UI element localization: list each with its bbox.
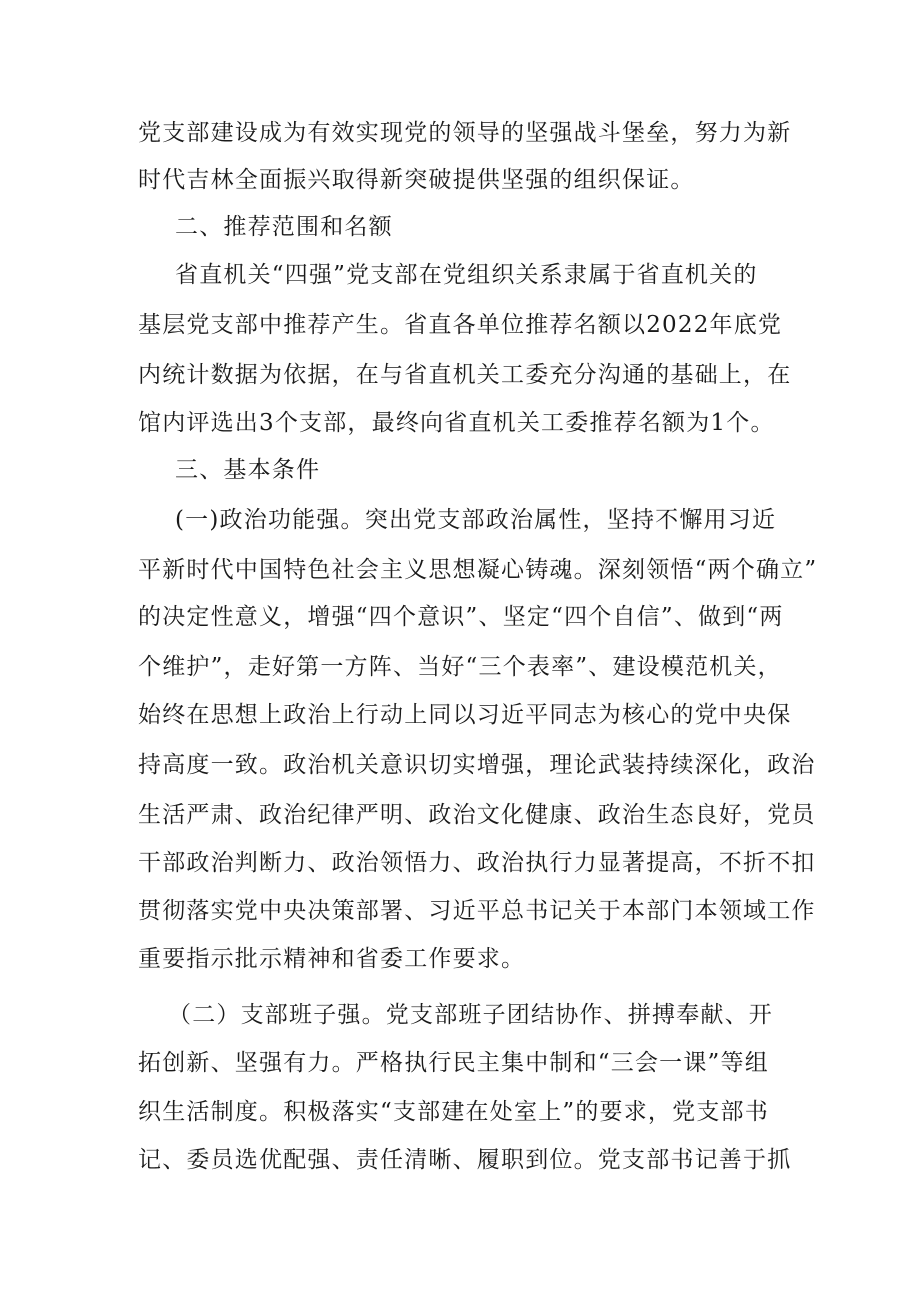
paragraph-line: 持高度一致。政治机关意识切实增强，理论武装持续深化，政治	[138, 752, 816, 778]
paragraph-line: 馆内评选出3个支部，最终向省直机关工委推荐名额为1个。	[138, 410, 775, 436]
paragraph-line: 个维护”，走好第一方阵、当好“三个表率”、建设模范机关，	[138, 654, 782, 680]
paragraph-line: （二）支部班子强。党支部班子团结协作、拼搏奉献、开	[168, 1002, 773, 1028]
paragraph-line: 干部政治判断力、政治领悟力、政治执行力显著提高，不折不扣	[138, 850, 816, 876]
section-heading: 二、推荐范围和名额	[175, 214, 393, 240]
paragraph-line: 基层党支部中推荐产生。省直各单位推荐名额以2022年底党	[138, 312, 783, 338]
paragraph-line: 拓创新、坚强有力。严格执行民主集中制和“三会一课”等组	[138, 1050, 769, 1076]
paragraph-line: 重要指示批示精神和省委工作要求。	[138, 946, 526, 972]
paragraph-line: 平新时代中国特色社会主义思想凝心铸魂。深刻领悟“两个确立”	[138, 557, 818, 583]
paragraph-line: (一)政治功能强。突出党支部政治属性，坚持不懈用习近	[175, 507, 777, 533]
paragraph-line: 始终在思想上政治上行动上同以习近平同志为核心的党中央保	[138, 702, 792, 728]
paragraph-line: 记、委员选优配强、责任清晰、履职到位。党支部书记善于抓	[138, 1147, 792, 1173]
paragraph-line: 党支部建设成为有效实现党的领导的坚强战斗堡垒，努力为新	[138, 120, 792, 146]
section-heading: 三、基本条件	[175, 457, 321, 483]
paragraph-line: 内统计数据为依据，在与省直机关工委充分沟通的基础上，在	[138, 362, 792, 388]
paragraph-line: 生活严肃、政治纪律严明、政治文化健康、政治生态良好，党员	[138, 802, 816, 828]
paragraph-line: 的决定性意义，增强“四个意识”、坚定“四个自信”、做到“两	[138, 604, 784, 630]
paragraph-line: 时代吉林全面振兴取得新突破提供坚强的组织保证。	[138, 167, 695, 193]
paragraph-line: 省直机关“四强”党支部在党组织关系隶属于省直机关的	[175, 262, 758, 288]
paragraph-line: 贯彻落实党中央决策部署、习近平总书记关于本部门本领域工作	[138, 898, 816, 924]
paragraph-line: 织生活制度。积极落实“支部建在处室上”的要求，党支部书	[138, 1099, 769, 1125]
